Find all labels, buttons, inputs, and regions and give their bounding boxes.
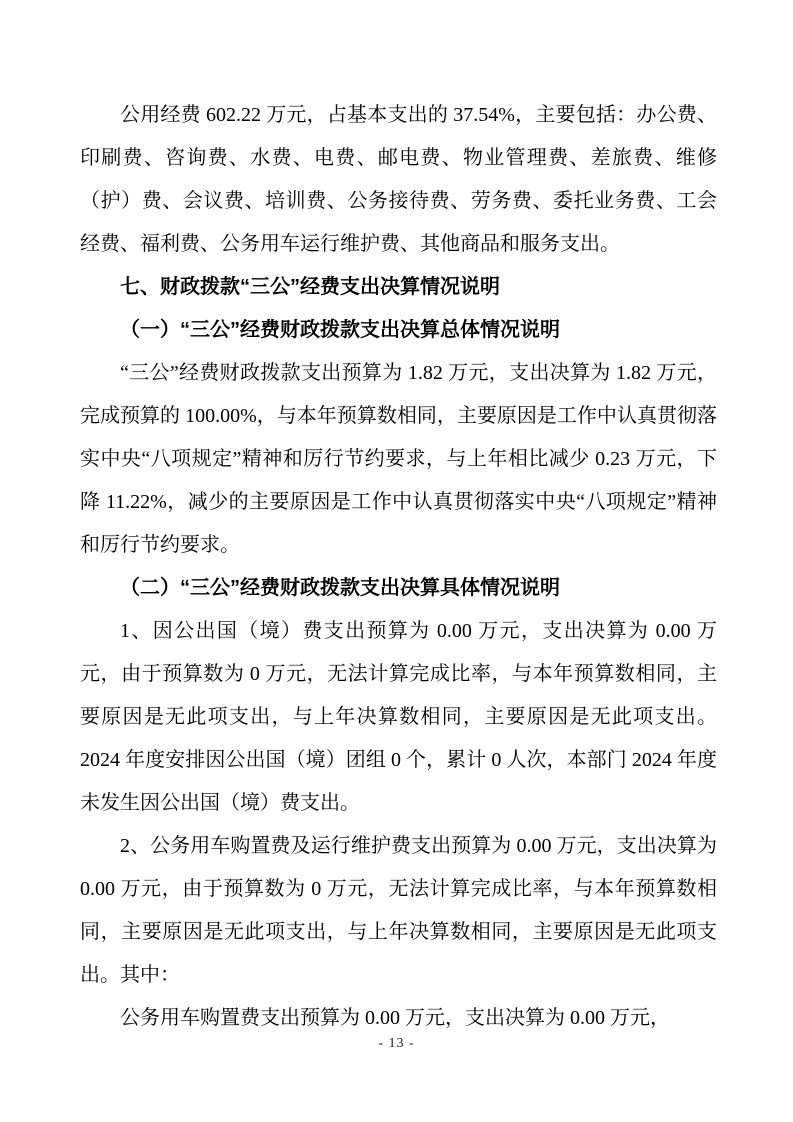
heading-subsection-1-overall: （一）“三公”经费财政拨款支出决算总体情况说明 [120, 319, 560, 341]
page-number: - 13 - [378, 1036, 415, 1051]
heading-section-7-sangong-expense: 七、财政拨款“三公”经费支出决算情况说明 [120, 276, 500, 298]
paragraph-abroad-expense: 1、因公出国（境）费支出预算为 0.00 万元，支出决算为 0.00 万元，由于预算数为 0 万元，无法计算完成比率，与本年预算数相同，主要原因是无此项支出，与上年决算数相同，主要原因是无此项支出。2024 年度安排因公出国（境）团组 0 个，累计 0 人次，本部门 2024 年度未发生因公出国（境）费支出。 [80, 620, 717, 814]
document-content [80, 94, 717, 1040]
paragraph-vehicle-purchase: 公务用车购置费支出预算为 0.00 万元，支出决算为 0.00 万元， [120, 1007, 670, 1029]
paragraph-public-expense-summary: 公用经费 602.22 万元，占基本支出的 37.54%，主要包括：办公费、印刷费、咨询费、水费、电费、邮电费、物业管理费、差旅费、维修（护）费、会议费、培训费、公务接待费、劳务费、委托业务费、工会经费、福利费、公务用车运行维护费、其他商品和服务支出。 [80, 104, 717, 255]
paragraph-vehicle-expense: 2、公务用车购置费及运行维护费支出预算为 0.00 万元，支出决算为 0.00 万元，由于预算数为 0 万元，无法计算完成比率，与本年预算数相同，主要原因是无此项支出，与上年决算数相同，主要原因是无此项支出。其中： [80, 835, 717, 986]
paragraph-sangong-overall-detail: “三公”经费财政拨款支出预算为 1.82 万元，支出决算为 1.82 万元，完成预算的 100.00%，与本年预算数相同，主要原因是工作中认真贯彻落实中央“八项规定”精神和厉行节约要求，与上年相比减少 0.23 万元，下降 11.22%，减少的主要原因是工作中认真贯彻落实中央“八项规定”精神和厉行节约要求。 [80, 362, 717, 556]
heading-subsection-2-specific: （二）“三公”经费财政拨款支出决算具体情况说明 [120, 577, 560, 599]
